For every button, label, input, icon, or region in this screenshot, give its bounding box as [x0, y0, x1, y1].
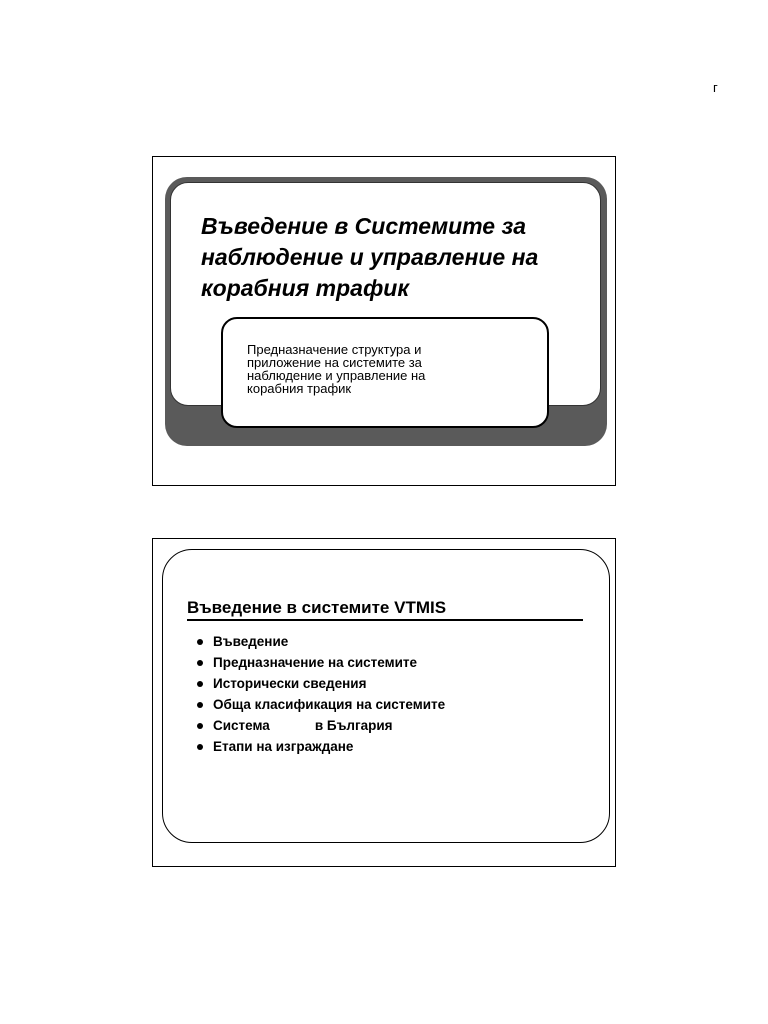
list-item: [197, 736, 445, 757]
slide-2-title: Въведение в системите VTMIS: [187, 598, 447, 617]
list-item-text: Етапи на изграждане: [213, 739, 354, 754]
bullet-icon: [197, 639, 203, 645]
bullet-icon: [197, 681, 203, 687]
list-item: [197, 694, 445, 715]
list-item-text: Предназначение на системите: [213, 655, 418, 670]
slide-1-subtitle-box: [221, 317, 549, 428]
list-item-text: Система в България: [213, 718, 393, 733]
slide-1: [152, 156, 616, 486]
slide-2-title-rule: [187, 619, 583, 621]
list-item: [197, 715, 445, 736]
list-item: [197, 673, 445, 694]
list-item: [197, 631, 445, 652]
page-mark: г: [713, 80, 718, 95]
slide-1-subtitle: Предназначение структура и приложение на системите за наблюдение и управление на корабния трафик: [247, 342, 426, 396]
list-item-text: Въведение: [213, 634, 289, 649]
list-item: [197, 652, 445, 673]
slide-1-title: Въведение в Системите за наблюдение и управление на корабния трафик: [201, 213, 539, 301]
list-item-text: Обща класификация на системите: [213, 697, 446, 712]
bullet-icon: [197, 723, 203, 729]
bullet-icon: [197, 744, 203, 750]
slide-2-bullet-list: [197, 631, 445, 757]
bullet-icon: [197, 660, 203, 666]
bullet-icon: [197, 702, 203, 708]
slide-2: [152, 538, 616, 867]
list-item-text: Исторически сведения: [213, 676, 367, 691]
